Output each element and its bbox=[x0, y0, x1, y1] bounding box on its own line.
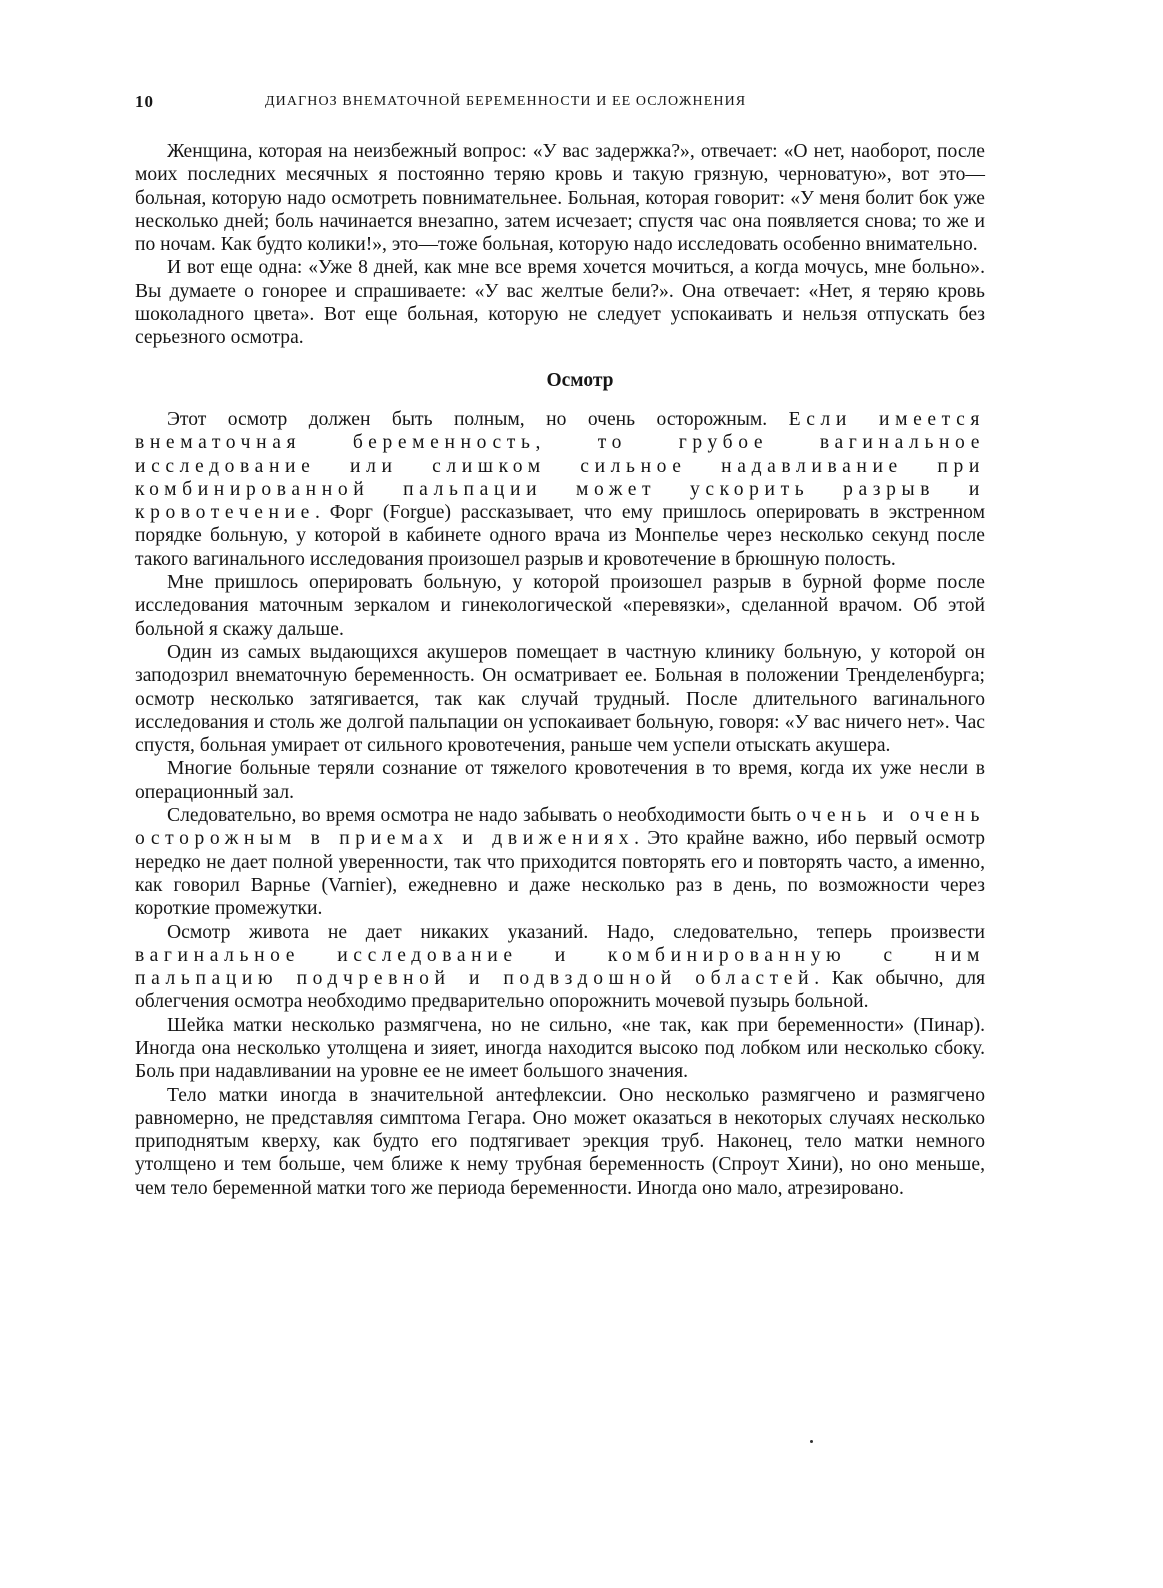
section-heading: Осмотр bbox=[546, 369, 614, 391]
paragraph-4: Многие больные теряли сознание от тяжелого кровотечения в то время, когда их уже несли в операционный зал. bbox=[135, 758, 985, 803]
paragraph-6-spaced-emphasis: вагинальное исследование и комбинированную с ним пальпацию подчревной и подвздошной областей bbox=[135, 944, 985, 990]
intro-paragraph-1: Женщина, которая на неизбежный вопрос: «У вас задержка?», отвечает: «О нет, наоборот, после моих последних месячных я постоянно теряю кровь и такую грязную, черноватую», вот это—больная, которую надо осмотреть повнимательнее. Больная, которая говорит: «У меня болит бок уже несколько дней; боль начинается внезапно, затем исчезает; спустя час она появляется снова; то же и по ночам. Как будто колики!», это—тоже больная, которую надо исследовать особенно внимательно. bbox=[135, 141, 985, 256]
paragraph-8: Тело матки иногда в значительной антефлексии. Оно несколько размягчено и размягчено равномерно, не представляя симптома Гегара. Оно может оказаться в некоторых случаях несколько приподнятым кверху, как будто его подтягивает эрекция труб. Наконец, тело матки немного утолщено и тем больше, чем ближе к нему трубная беременность (Спроут Хини), но оно меньше, чем тело беременной матки того же периода беременности. Иногда оно мало, атрезировано. bbox=[135, 1084, 985, 1199]
intro-paragraph-2: И вот еще одна: «Уже 8 дней, как мне все время хочется мочиться, а когда мочусь, мне больно». Вы думаете о гонорее и спрашиваете: «У вас желтые бели?». Она отвечает: «Нет, я теряю кровь шоколадного цвета». Вот еще больная, которую не следует успокаивать и нельзя отпускать без серьезного осмотра. bbox=[135, 257, 985, 349]
paragraph-3: Один из самых выдающихся акушеров помещает в частную клинику больную, у которой он заподозрил внематочную беременность. Он осматривает ее. Больная в положении Тренделенбурга; осмотр несколько затягивается, так как случай трудный. После длительного вагинального исследования и столь же долгой пальпации он успокаивает больную, говоря: «У вас ничего нет». Час спустя, больная умирает от сильного кровотечения, раньше чем успели отыскать акушера. bbox=[135, 641, 985, 757]
paragraph-6 bbox=[135, 921, 985, 1014]
running-head bbox=[135, 88, 985, 118]
book-page bbox=[135, 88, 985, 1200]
paragraph-5-start: Следовательно, во время осмотра не надо забывать о необходимости быть bbox=[167, 805, 797, 827]
paragraph-1-start: Этот осмотр должен быть полным, но очень осторожным. bbox=[167, 408, 789, 430]
paragraph-5-end: . Это крайне важно, ибо первый осмотр нередко не дает полной уверенности, так что приходится повторять его и повторять часто, а именно, как говорил Варнье (Varnier), ежедневно и даже несколько раз в день, по возможности через короткие промежутки. bbox=[135, 828, 985, 920]
paragraph-6-end: . Как обычно, для облегчения осмотра необходимо предварительно опорожнить мочевой пузырь больной. bbox=[135, 968, 985, 1013]
paragraph-6-start: Осмотр живота не дает никаких указаний. Надо, следовательно, теперь произвести bbox=[167, 921, 985, 943]
paragraph-1-spaced-emphasis: Если имеется внематочная беременность, то грубое вагинальное исследование или слишком сильное надавливание при комбинированной пальпации может ускорить разрыв и кровотечение bbox=[135, 408, 985, 524]
paragraph-2: Мне пришлось оперировать больную, у которой произошел разрыв в бурной форме после исследования маточным зеркалом и гинекологической «перевязки», сделанной врачом. Об этой больной я скажу дальше. bbox=[135, 572, 985, 640]
paragraph-1 bbox=[135, 408, 985, 571]
running-title: ДИАГНОЗ ВНЕМАТОЧНОЙ БЕРЕМЕННОСТИ И ЕЕ ОСЛОЖНЕНИЯ bbox=[265, 94, 747, 109]
page-body bbox=[135, 140, 985, 1200]
paragraph-7: Шейка матки несколько размягчена, но не сильно, «не так, как при беременности» (Пинар). Иногда она несколько утолщена и зияет, иногда находится высоко под лобком или несколько сбоку. Боль при надавливании на уровне ее не имеет большого значения. bbox=[135, 1014, 985, 1083]
paragraph-5 bbox=[135, 804, 985, 920]
paragraph-1-end: . Форг (Forgue) рассказывает, что ему пришлось оперировать в экстренном порядке больную, у которой в кабинете одного врача из Монпелье через несколько секунд после такого вагинального исследования произошел разрыв и кровотечение в брюшную полость. bbox=[135, 502, 985, 570]
page-number: 10 bbox=[135, 92, 154, 111]
print-speck bbox=[810, 1440, 813, 1443]
paragraph-5-spaced-emphasis: очень и очень осторожным в приемах и движениях bbox=[135, 805, 985, 850]
